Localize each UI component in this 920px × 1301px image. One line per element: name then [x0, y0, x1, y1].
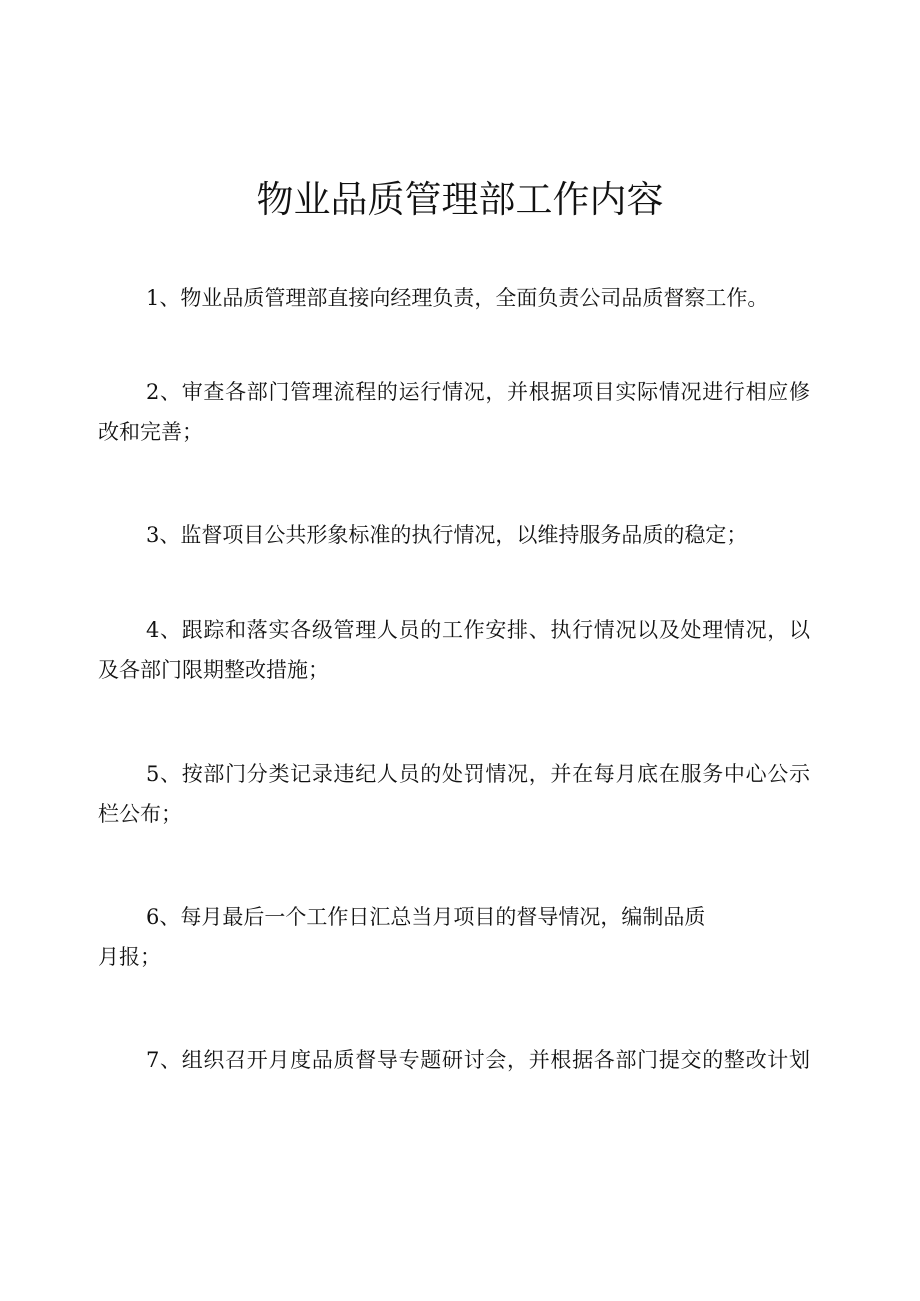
list-item-line: 栏公布；: [98, 802, 182, 826]
list-item-line: 月报；: [98, 945, 161, 969]
list-item-line: 3、监督项目公共形象标准的执行情况，以维持服务品质的稳定；: [146, 523, 748, 547]
list-item-3: [98, 515, 810, 555]
list-item-line: 1、物业品质管理部直接向经理负责，全面负责公司品质督察工作。: [146, 286, 769, 310]
list-item-line: 4、跟踪和落实各级管理人员的工作安排、执行情况以及处理情况，以: [146, 618, 810, 642]
list-item-line: 7、组织召开月度品质督导专题研讨会，并根据各部门提交的整改计划: [146, 1048, 810, 1072]
list-item-line: 改和完善；: [98, 420, 203, 444]
list-item-line: 5、按部门分类记录违纪人员的处罚情况，并在每月底在服务中心公示: [146, 762, 810, 786]
list-item-6: [98, 897, 810, 977]
document-title: 物业品质管理部工作内容: [256, 178, 664, 221]
list-item-7: [98, 1040, 810, 1080]
list-item-line: 及各部门限期整改措施；: [98, 658, 329, 682]
list-item-5: [98, 754, 810, 834]
list-item-line: 2、审查各部门管理流程的运行情况，并根据项目实际情况进行相应修: [146, 380, 810, 404]
list-item-2: [98, 372, 810, 452]
list-item-1: [98, 278, 810, 318]
list-item-4: [98, 610, 810, 690]
list-item-line: 6、每月最后一个工作日汇总当月项目的督导情况，编制品质: [146, 905, 706, 929]
